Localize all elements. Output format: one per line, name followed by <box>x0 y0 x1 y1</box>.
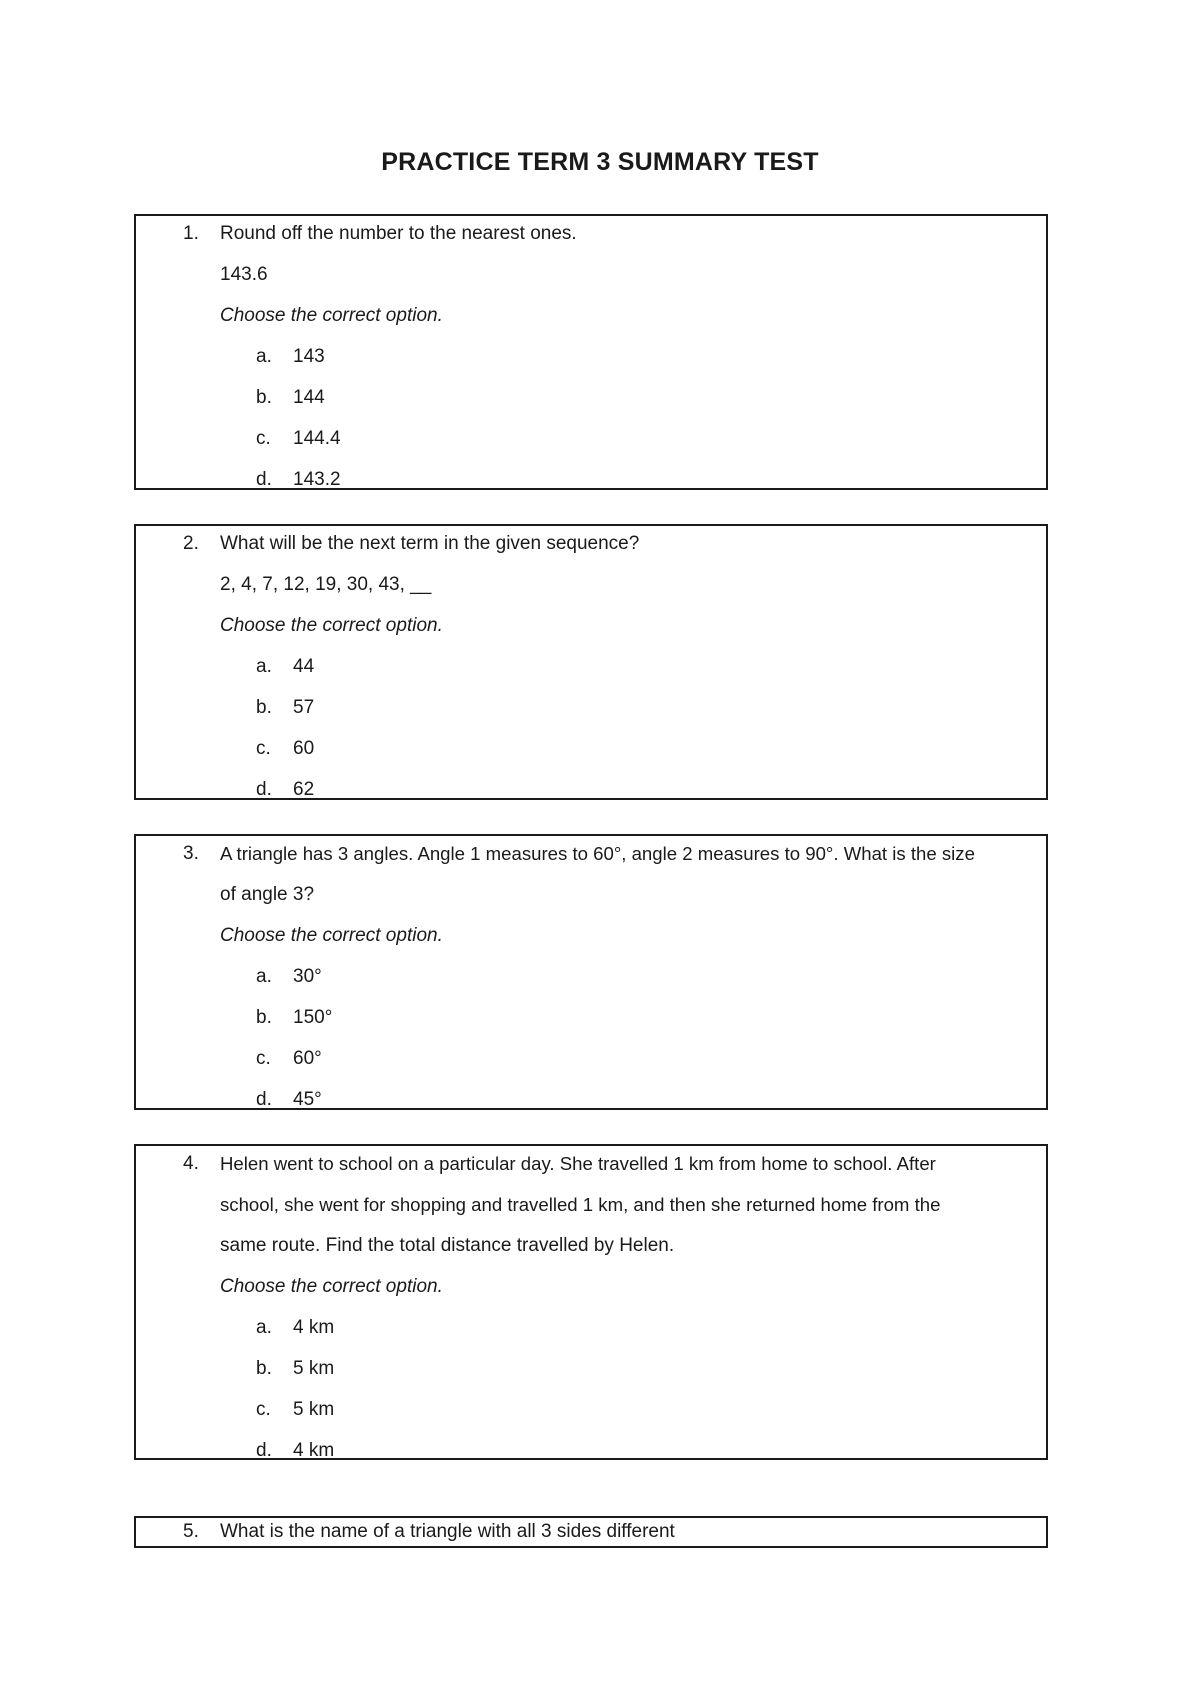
question-4-box <box>134 1144 1048 1460</box>
option-b[interactable]: 57 <box>293 697 315 718</box>
option-label-c: c. <box>256 1048 271 1069</box>
option-label-d: d. <box>256 1440 272 1461</box>
option-c[interactable]: 60° <box>293 1048 322 1069</box>
question-number: 4. <box>183 1153 199 1174</box>
option-label-a: a. <box>256 1317 272 1338</box>
option-c[interactable]: 60 <box>293 738 315 759</box>
question-2-box <box>134 524 1048 800</box>
instruction-text: Choose the correct option. <box>220 305 443 326</box>
option-d[interactable]: 143.2 <box>293 469 341 490</box>
question-text: What will be the next term in the given sequence? <box>220 533 640 554</box>
option-label-b: b. <box>256 1007 272 1028</box>
question-text-continued: same route. Find the total distance travelled by Helen. <box>220 1235 675 1256</box>
option-a[interactable]: 30° <box>293 966 322 987</box>
option-b[interactable]: 144 <box>293 387 325 408</box>
option-c[interactable]: 5 km <box>293 1399 335 1420</box>
option-label-a: a. <box>256 346 272 367</box>
option-a[interactable]: 44 <box>293 656 315 677</box>
option-label-a: a. <box>256 966 272 987</box>
page-title: PRACTICE TERM 3 SUMMARY TEST <box>381 148 819 176</box>
option-label-d: d. <box>256 779 272 800</box>
option-c[interactable]: 144.4 <box>293 428 341 449</box>
option-b[interactable]: 5 km <box>293 1358 335 1379</box>
question-value: 143.6 <box>220 264 268 285</box>
option-d[interactable]: 62 <box>293 779 315 800</box>
question-number: 5. <box>183 1521 199 1542</box>
question-text: A triangle has 3 angles. Angle 1 measures to 60°, angle 2 measures to 90°. What is the size <box>220 843 975 864</box>
option-label-c: c. <box>256 428 271 449</box>
question-text-continued: of angle 3? <box>220 884 315 905</box>
option-label-b: b. <box>256 1358 272 1379</box>
instruction-text: Choose the correct option. <box>220 1276 443 1297</box>
question-number: 1. <box>183 223 199 244</box>
option-label-c: c. <box>256 738 271 759</box>
question-text: What is the name of a triangle with all 3 sides different <box>220 1521 675 1542</box>
option-label-b: b. <box>256 387 272 408</box>
sequence-text: 2, 4, 7, 12, 19, 30, 43, __ <box>220 574 432 595</box>
option-d[interactable]: 4 km <box>293 1440 335 1461</box>
option-b[interactable]: 150° <box>293 1007 333 1028</box>
question-3-box <box>134 834 1048 1110</box>
option-d[interactable]: 45° <box>293 1089 322 1110</box>
instruction-text: Choose the correct option. <box>220 925 443 946</box>
option-label-c: c. <box>256 1399 271 1420</box>
question-text-continued: school, she went for shopping and travelled 1 km, and then she returned home from the <box>220 1194 941 1215</box>
question-number: 2. <box>183 533 199 554</box>
option-a[interactable]: 4 km <box>293 1317 335 1338</box>
option-label-a: a. <box>256 656 272 677</box>
option-label-d: d. <box>256 469 272 490</box>
question-text: Helen went to school on a particular day. She travelled 1 km from home to school. After <box>220 1153 936 1174</box>
question-number: 3. <box>183 843 199 864</box>
option-label-b: b. <box>256 697 272 718</box>
question-5-box <box>134 1516 1048 1548</box>
option-label-d: d. <box>256 1089 272 1110</box>
instruction-text: Choose the correct option. <box>220 615 443 636</box>
option-a[interactable]: 143 <box>293 346 325 367</box>
question-text: Round off the number to the nearest ones. <box>220 223 577 244</box>
question-1-box <box>134 214 1048 490</box>
